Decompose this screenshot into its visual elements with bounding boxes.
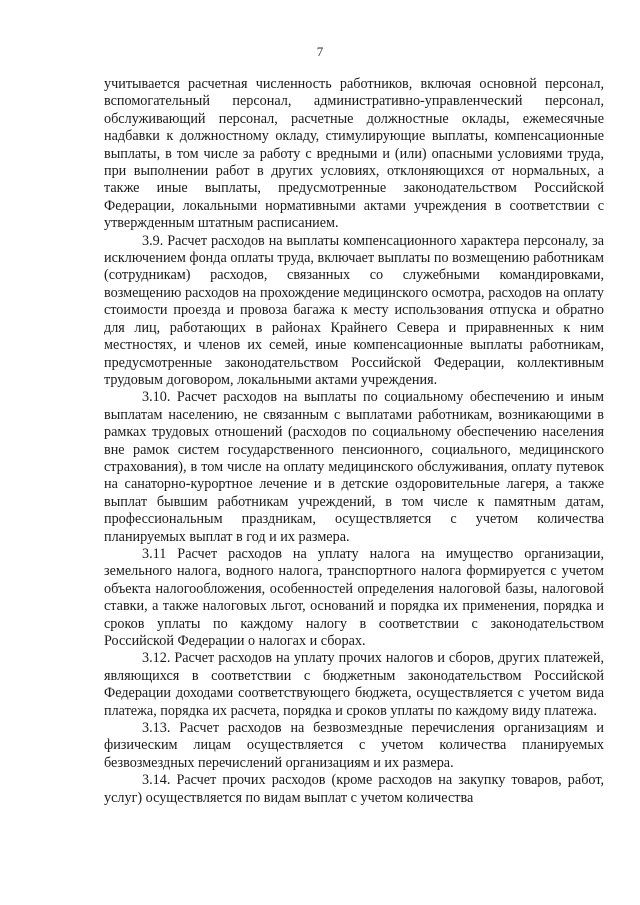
paragraph-3-14: 3.14. Расчет прочих расходов (кроме расходов на закупку товаров, работ, услуг) осуществляется по видам выплат с учетом количества: [104, 772, 604, 806]
paragraph-continuation: учитывается расчетная численность работников, включая основной персонал, вспомогательный персонал, административно-управленческий персонал, обслуживающий персонал, расчетные должностные оклады, ежемесячные надбавки к должностному окладу, стимулирующие выплаты, компенсационные выплаты, в том числе за работу с вредными и (или) опасными условиями труда, при выполнении работ в других условиях, отклоняющихся от нормальных, а также иные выплаты, предусмотренные законодательством Российской Федерации, локальными нормативными актами учреждения в соответствии с утвержденным штатным расписанием.: [104, 76, 604, 232]
page-number: 7: [316, 44, 324, 59]
paragraph-3-13: 3.13. Расчет расходов на безвозмездные перечисления организациям и физическим лицам осуществляется с учетом количества планируемых безвозмездных перечислений организациям и их размера.: [104, 720, 604, 771]
paragraph-3-11: 3.11 Расчет расходов на уплату налога на имущество организации, земельного налога, водного налога, транспортного налога формируется с учетом объекта налогообложения, особенностей определения налоговой базы, налоговой ставки, а также налоговых льгот, оснований и порядка их применения, порядка и сроков уплаты по каждому налогу в соответствии с законодательством Российской Федерации о налогах и сборах.: [104, 545, 604, 649]
paragraph-3-9: 3.9. Расчет расходов на выплаты компенсационного характера персоналу, за исключением фонда оплаты труда, включает выплаты по возмещению работникам (сотрудникам) расходов, связанных со служебными командировками, возмещению расходов на прохождение медицинского осмотра, расходов на оплату стоимости проезда и провоза багажа к месту использования отпуска и обратно для лиц, работающих в районах Крайнего Севера и приравненных к ним местностях, и членов их семей, иные компенсационные выплаты работникам, предусмотренные законодательством Российской Федерации, коллективным трудовым договором, локальными актами учреждения.: [104, 232, 604, 388]
document-body: [104, 76, 604, 807]
paragraph-3-10: 3.10. Расчет расходов на выплаты по социальному обеспечению и иным выплатам населению, не связанным с выплатами работникам, возникающими в рамках трудовых отношений (расходов по социальному обеспечению населения вне рамок систем государственного пенсионного, социального, медицинского страхования), в том числе на оплату медицинского обслуживания, оплату путевок на санаторно-курортное лечение и в детские оздоровительные лагеря, а также выплат бывшим работникам учреждений, в том числе к памятным датам, профессиональным праздникам, осуществляется с учетом количества планируемых выплат в год и их размера.: [104, 389, 604, 545]
paragraph-3-12: 3.12. Расчет расходов на уплату прочих налогов и сборов, других платежей, являющихся в соответствии с бюджетным законодательством Российской Федерации доходами соответствующего бюджета, осуществляется с учетом вида платежа, порядка их расчета, порядка и сроков уплаты по каждому виду платежа.: [104, 650, 604, 719]
